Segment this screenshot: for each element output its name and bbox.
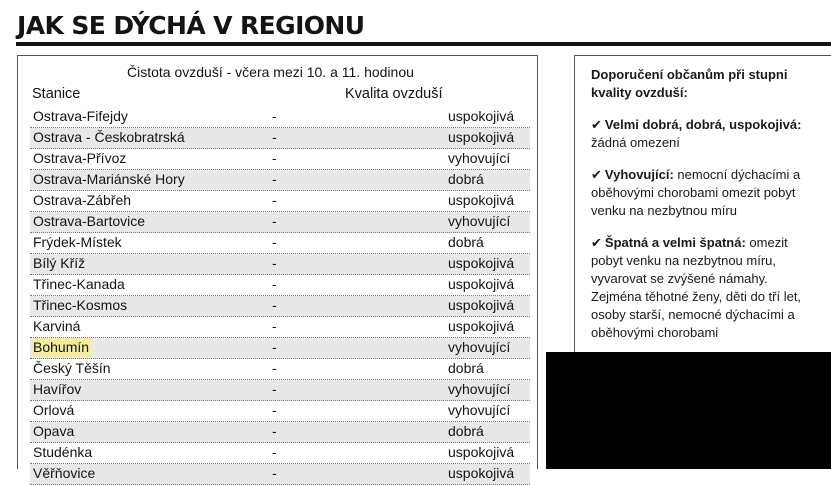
station-name: Ostrava-Mariánské Hory [33, 171, 185, 187]
value-dash: - [272, 255, 277, 271]
station-name: Ostrava-Bartovice [33, 213, 146, 229]
station-name: Studénka [33, 444, 93, 460]
checkmark-icon: ✔ [591, 167, 602, 182]
checkmark-icon: ✔ [591, 117, 602, 132]
recommendation-sidebar [591, 66, 821, 356]
table-row [30, 443, 530, 464]
quality-value: dobrá [448, 234, 484, 250]
value-dash: - [272, 360, 277, 376]
table-row [30, 191, 530, 212]
table-row [30, 275, 530, 296]
quality-value: uspokojivá [448, 255, 515, 271]
recommendation-text: žádná omezení [591, 135, 680, 150]
station-name: Bílý Kříž [33, 255, 86, 271]
station-name: Věřňovice [33, 465, 96, 481]
quality-value: vyhovující [448, 381, 511, 397]
table-row [30, 296, 530, 317]
value-dash: - [272, 423, 277, 439]
table-row [30, 128, 530, 149]
value-dash: - [272, 402, 277, 418]
quality-value: uspokojivá [448, 192, 515, 208]
quality-value: uspokojivá [448, 465, 515, 481]
value-dash: - [272, 234, 277, 250]
quality-value: dobrá [448, 423, 484, 439]
redaction-block [546, 352, 831, 469]
table-title: Čistota ovzduší - včera mezi 10. a 11. hodinou [127, 64, 414, 80]
table-rows [30, 107, 530, 485]
headline: JAK SE DÝCHÁ V REGIONU [17, 11, 365, 40]
station-name: Třinec-Kosmos [33, 297, 128, 313]
recommendation-level: Vyhovující: [604, 167, 674, 182]
recommendation-item [591, 234, 821, 342]
station-name: Ostrava-Zábřeh [33, 192, 132, 208]
value-dash: - [272, 381, 277, 397]
station-name: Ostrava-Přívoz [33, 150, 127, 166]
quality-value: uspokojivá [448, 444, 515, 460]
recommendation-intro: Doporučení občanům při stupni kvality ovzduší: [591, 67, 788, 100]
quality-value: uspokojivá [448, 276, 515, 292]
table-row [30, 233, 530, 254]
quality-value: uspokojivá [448, 108, 515, 124]
station-name: Bohumín [33, 339, 90, 355]
table-row [30, 149, 530, 170]
station-name: Třinec-Kanada [33, 276, 125, 292]
table-row [30, 464, 530, 485]
column-header-quality: Kvalita ovzduší [345, 86, 443, 102]
value-dash: - [272, 171, 277, 187]
value-dash: - [272, 276, 277, 292]
table-row [30, 359, 530, 380]
station-name: Havířov [33, 381, 82, 397]
value-dash: - [272, 129, 277, 145]
recommendation-level: Velmi dobrá, dobrá, uspokojivá: [604, 117, 802, 132]
column-header-station: Stanice [32, 86, 81, 102]
table-row [30, 338, 530, 359]
table-row [30, 401, 530, 422]
table-row [30, 212, 530, 233]
recommendation-item [591, 116, 821, 152]
table-row [30, 380, 530, 401]
station-name: Frýdek-Místek [33, 234, 122, 250]
quality-value: vyhovující [448, 213, 511, 229]
value-dash: - [272, 108, 277, 124]
station-name: Ostrava-Fifejdy [33, 108, 128, 124]
quality-value: vyhovující [448, 339, 511, 355]
station-name: Ostrava - Českobratrská [33, 129, 185, 145]
station-name: Český Těšín [33, 360, 111, 376]
checkmark-icon: ✔ [591, 235, 602, 250]
station-name: Karviná [33, 318, 81, 334]
quality-value: uspokojivá [448, 129, 515, 145]
value-dash: - [272, 318, 277, 334]
station-name: Opava [33, 423, 75, 439]
station-name: Orlová [33, 402, 75, 418]
quality-value: dobrá [448, 171, 484, 187]
recommendation-text: nemocní dýchacími a oběhovými chorobami omezit pobyt venku na nezbytnou míru [591, 167, 801, 218]
table-row [30, 422, 530, 443]
quality-value: dobrá [448, 360, 484, 376]
quality-value: uspokojivá [448, 297, 515, 313]
value-dash: - [272, 297, 277, 313]
value-dash: - [272, 444, 277, 460]
quality-value: uspokojivá [448, 318, 515, 334]
value-dash: - [272, 339, 277, 355]
recommendation-text: omezit pobyt venku na nezbytnou míru, vyvarovat se zvýšené námahy. Zejména těhotné ženy, děti do tří let, osoby starší, nemocné dýchacími a oběhovými chorobami [591, 235, 802, 340]
table-row [30, 317, 530, 338]
headline-rule [16, 42, 831, 46]
table-row [30, 107, 530, 128]
value-dash: - [272, 150, 277, 166]
recommendation-level: Špatná a velmi špatná: [604, 235, 746, 250]
table-row [30, 170, 530, 191]
value-dash: - [272, 192, 277, 208]
quality-value: vyhovující [448, 150, 511, 166]
value-dash: - [272, 213, 277, 229]
value-dash: - [272, 465, 277, 481]
table-row [30, 254, 530, 275]
quality-value: vyhovující [448, 402, 511, 418]
recommendation-item [591, 166, 821, 220]
